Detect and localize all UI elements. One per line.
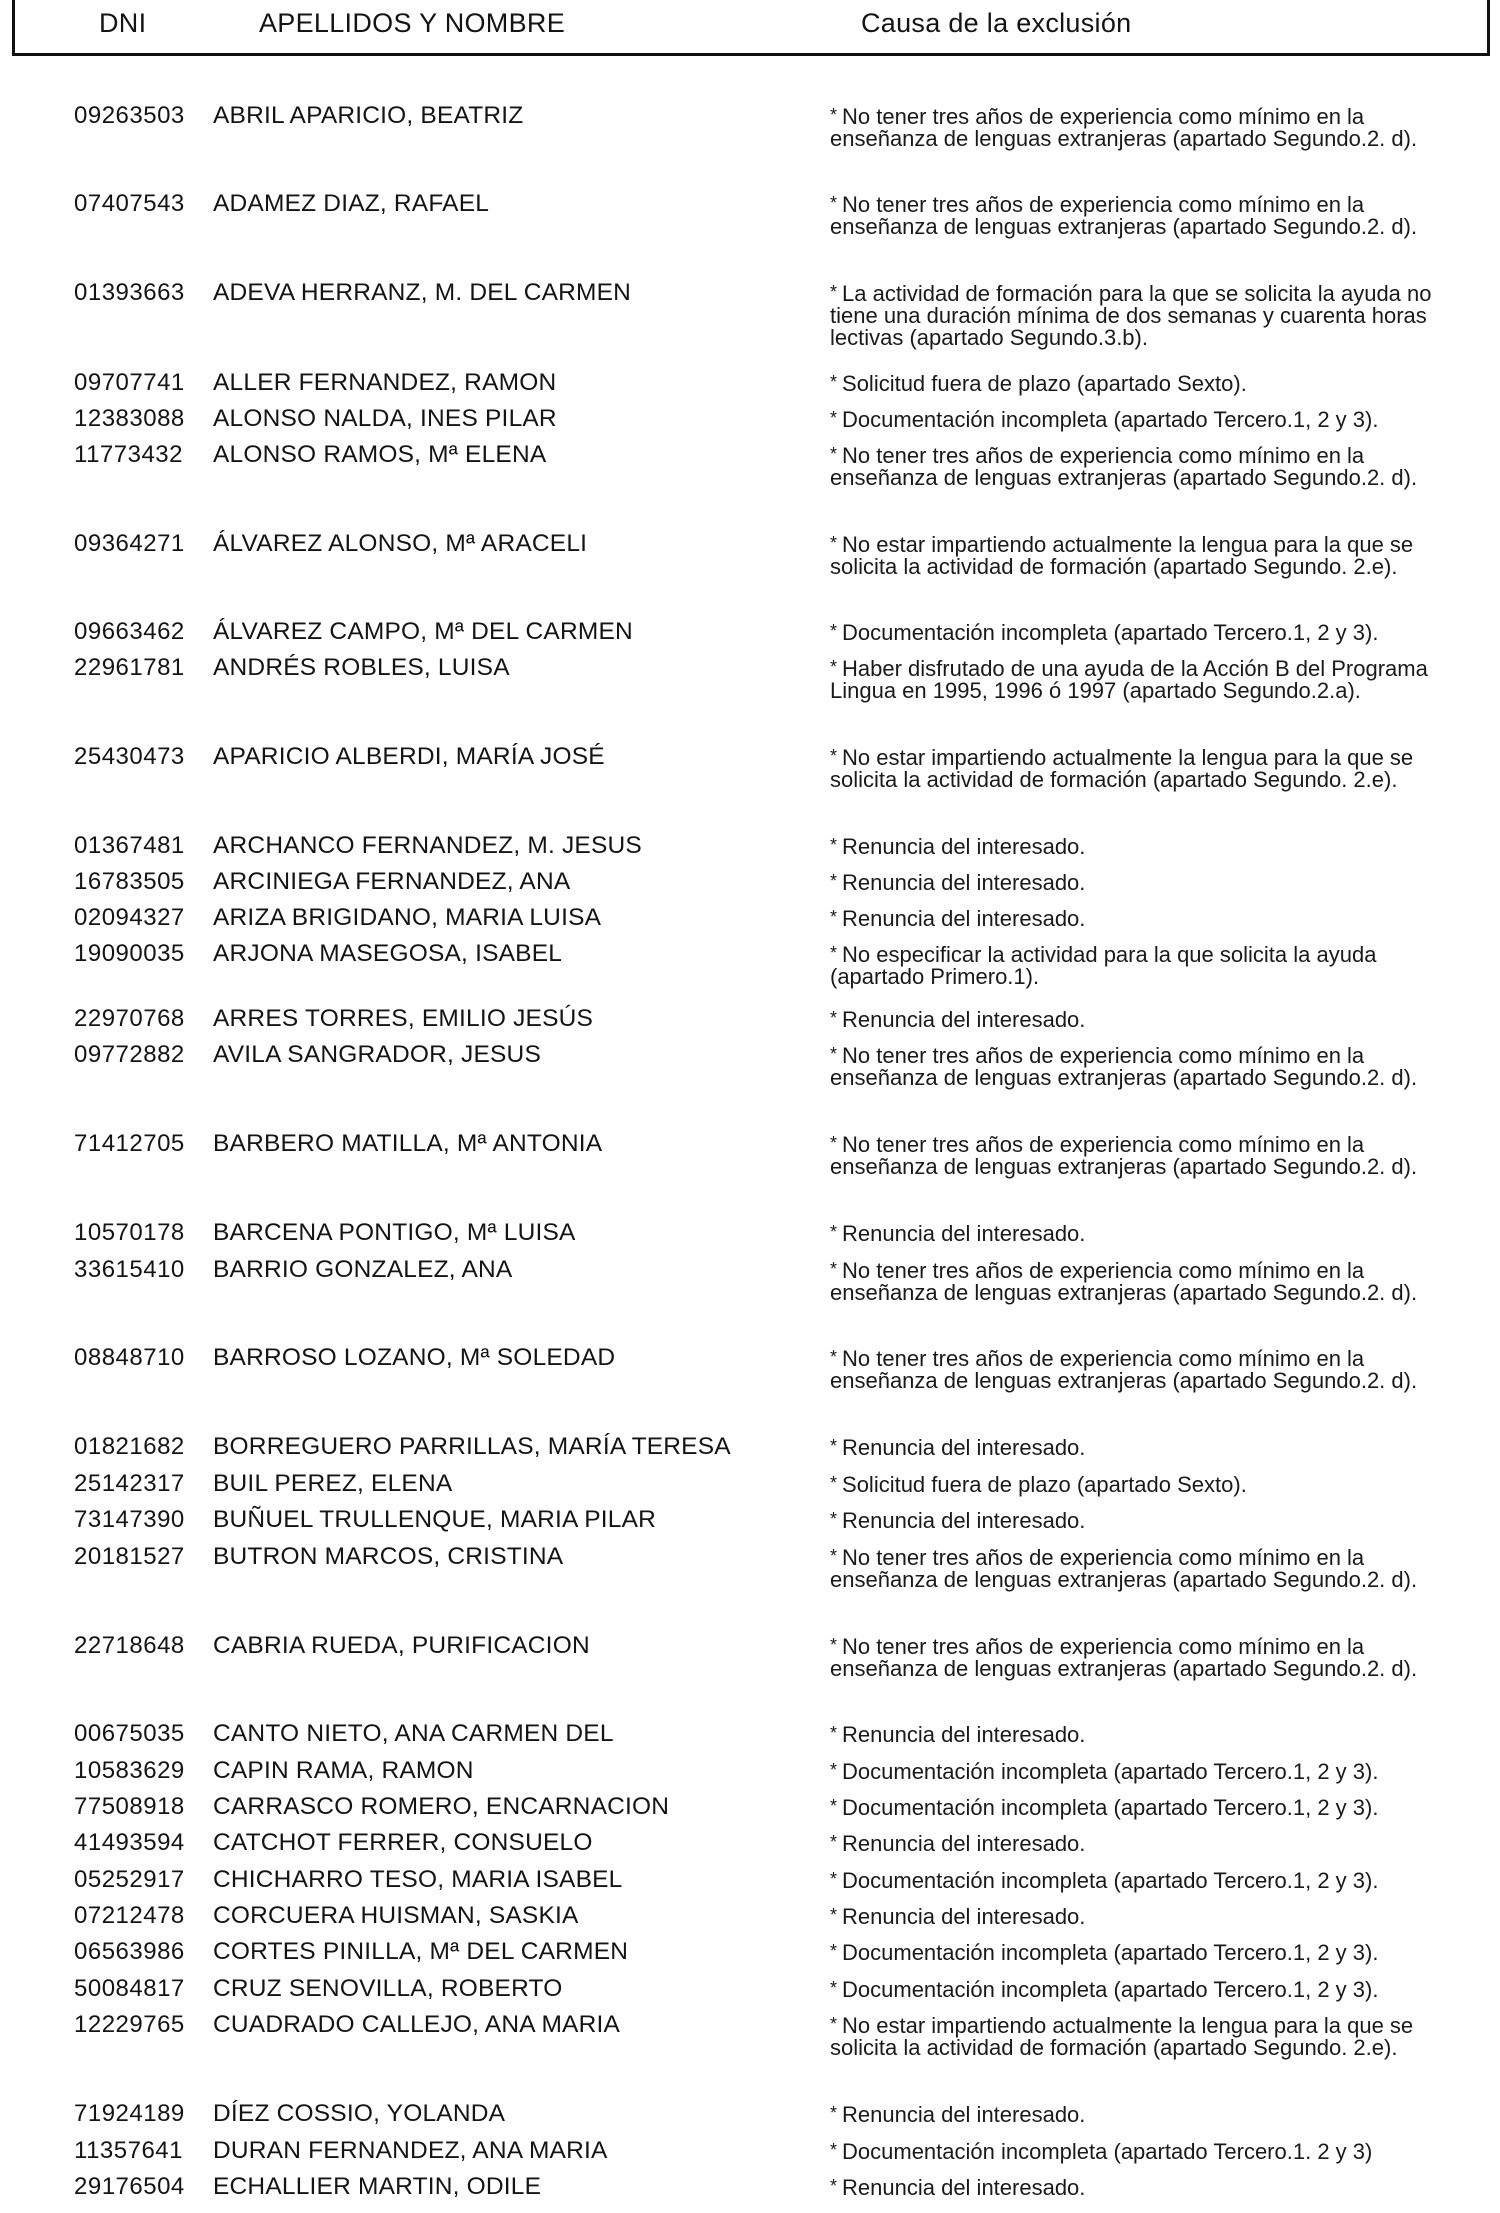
row-cause: * Documentación incompleta (apartado Tercero.1, 2 y 3). [830, 1795, 1475, 1819]
row-dni: 07212478 [74, 1902, 185, 1929]
row-dni: 09663462 [74, 618, 185, 645]
row-dni: 11773432 [74, 441, 183, 468]
row-name: CAPIN RAMA, RAMON [213, 1757, 474, 1784]
row-name: BUIL PEREZ, ELENA [213, 1470, 453, 1497]
row-name: BARCENA PONTIGO, Mª LUISA [213, 1219, 576, 1246]
row-name: ABRIL APARICIO, BEATRIZ [213, 102, 524, 129]
row-dni: 09707741 [74, 369, 185, 396]
row-name: CANTO NIETO, ANA CARMEN DEL [213, 1720, 614, 1747]
row-dni: 01367481 [74, 832, 185, 859]
header-cause: Causa de la exclusión [861, 8, 1132, 38]
row-dni: 71412705 [74, 1130, 185, 1157]
row-cause: * No tener tres años de experiencia como mínimo en la enseñanza de lenguas extranjeras (apartado Segundo.2. d). [830, 1043, 1475, 1089]
row-cause: * Documentación incompleta (apartado Tercero.1, 2 y 3). [830, 407, 1475, 431]
row-name: CABRIA RUEDA, PURIFICACION [213, 1632, 590, 1659]
row-dni: 25430473 [74, 743, 185, 770]
row-name: ÁLVAREZ ALONSO, Mª ARACELI [213, 530, 588, 557]
header-dni: DNI [99, 8, 147, 38]
row-cause: * Renuncia del interesado. [830, 906, 1475, 930]
row-cause: * Renuncia del interesado. [830, 1722, 1475, 1746]
table-header [12, 0, 1490, 56]
row-dni: 77508918 [74, 1793, 185, 1820]
row-cause: * No estar impartiendo actualmente la lengua para la que se solicita la actividad de formación (apartado Segundo. 2.e). [830, 745, 1475, 791]
row-cause: * Documentación incompleta (apartado Tercero.1, 2 y 3). [830, 620, 1475, 644]
row-dni: 09364271 [74, 530, 185, 557]
row-cause: * Renuncia del interesado. [830, 1831, 1475, 1855]
row-dni: 08848710 [74, 1344, 185, 1371]
row-cause: * Solicitud fuera de plazo (apartado Sexto). [830, 371, 1475, 395]
row-dni: 06563986 [74, 1938, 185, 1965]
row-name: BARBERO MATILLA, Mª ANTONIA [213, 1130, 603, 1157]
row-cause: * Renuncia del interesado. [830, 2102, 1475, 2126]
row-dni: 73147390 [74, 1506, 185, 1533]
row-dni: 71924189 [74, 2100, 185, 2127]
row-name: BORREGUERO PARRILLAS, MARÍA TERESA [213, 1433, 731, 1460]
row-name: ALONSO NALDA, INES PILAR [213, 405, 557, 432]
row-name: BUÑUEL TRULLENQUE, MARIA PILAR [213, 1506, 657, 1533]
row-name: ARIZA BRIGIDANO, MARIA LUISA [213, 904, 602, 931]
row-dni: 29176504 [74, 2173, 185, 2200]
row-dni: 41493594 [74, 1829, 185, 1856]
row-cause: * Renuncia del interesado. [830, 1904, 1475, 1928]
row-name: ECHALLIER MARTIN, ODILE [213, 2173, 542, 2200]
row-dni: 16783505 [74, 868, 185, 895]
row-cause: * No tener tres años de experiencia como mínimo en la enseñanza de lenguas extranjeras (apartado Segundo.2. d). [830, 1346, 1475, 1392]
row-name: ADAMEZ DIAZ, RAFAEL [213, 190, 490, 217]
row-dni: 07407543 [74, 190, 185, 217]
row-dni: 50084817 [74, 1975, 185, 2002]
row-cause: * Solicitud fuera de plazo (apartado Sexto). [830, 1472, 1475, 1496]
row-cause: * Haber disfrutado de una ayuda de la Acción B del Programa Lingua en 1995, 1996 ó 1997 (apartado Segundo.2.a). [830, 656, 1475, 702]
row-cause: * Renuncia del interesado. [830, 1221, 1475, 1245]
row-cause: * No estar impartiendo actualmente la lengua para la que se solicita la actividad de formación (apartado Segundo. 2.e). [830, 2013, 1475, 2059]
row-dni: 22970768 [74, 1005, 185, 1032]
row-name: ARJONA MASEGOSA, ISABEL [213, 940, 563, 967]
header-name: APELLIDOS Y NOMBRE [259, 8, 566, 38]
row-cause: * No tener tres años de experiencia como mínimo en la enseñanza de lenguas extranjeras (apartado Segundo.2. d). [830, 1132, 1475, 1178]
row-cause: * No tener tres años de experiencia como mínimo en la enseñanza de lenguas extranjeras (apartado Segundo.2. d). [830, 1634, 1475, 1680]
row-dni: 09263503 [74, 102, 185, 129]
row-name: CORCUERA HUISMAN, SASKIA [213, 1902, 579, 1929]
row-name: ADEVA HERRANZ, M. DEL CARMEN [213, 279, 632, 306]
row-dni: 25142317 [74, 1470, 185, 1497]
row-cause: * No tener tres años de experiencia como mínimo en la enseñanza de lenguas extranjeras (apartado Segundo.2. d). [830, 1545, 1475, 1591]
row-name: CARRASCO ROMERO, ENCARNACION [213, 1793, 670, 1820]
row-name: CORTES PINILLA, Mª DEL CARMEN [213, 1938, 629, 1965]
row-cause: * No estar impartiendo actualmente la lengua para la que se solicita la actividad de formación (apartado Segundo. 2.e). [830, 532, 1475, 578]
row-cause: * Renuncia del interesado. [830, 1508, 1475, 1532]
row-name: CRUZ SENOVILLA, ROBERTO [213, 1975, 563, 2002]
row-dni: 22961781 [74, 654, 185, 681]
row-dni: 19090035 [74, 940, 185, 967]
row-name: AVILA SANGRADOR, JESUS [213, 1041, 541, 1068]
row-cause: * No tener tres años de experiencia como mínimo en la enseñanza de lenguas extranjeras (apartado Segundo.2. d). [830, 104, 1475, 150]
row-cause: * La actividad de formación para la que se solicita la ayuda no tiene una duración mínima de dos semanas y cuarenta horas lectivas (apartado Segundo.3.b). [830, 281, 1475, 349]
row-name: BARROSO LOZANO, Mª SOLEDAD [213, 1344, 616, 1371]
row-cause: * No especificar la actividad para la que solicita la ayuda (apartado Primero.1). [830, 942, 1475, 988]
row-name: DÍEZ COSSIO, YOLANDA [213, 2100, 506, 2127]
row-name: CHICHARRO TESO, MARIA ISABEL [213, 1866, 623, 1893]
row-name: ARCINIEGA FERNANDEZ, ANA [213, 868, 571, 895]
row-name: ALLER FERNANDEZ, RAMON [213, 369, 557, 396]
row-cause: * Documentación incompleta (apartado Tercero.1, 2 y 3). [830, 1868, 1475, 1892]
row-cause: * Renuncia del interesado. [830, 834, 1475, 858]
row-dni: 20181527 [74, 1543, 185, 1570]
row-cause: * Renuncia del interesado. [830, 1435, 1475, 1459]
row-name: BARRIO GONZALEZ, ANA [213, 1256, 513, 1283]
row-cause: * Renuncia del interesado. [830, 870, 1475, 894]
row-dni: 10570178 [74, 1219, 185, 1246]
row-dni: 01821682 [74, 1433, 185, 1460]
row-dni: 00675035 [74, 1720, 185, 1747]
row-dni: 01393663 [74, 279, 185, 306]
row-dni: 12383088 [74, 405, 185, 432]
row-dni: 11357641 [74, 2137, 183, 2164]
row-dni: 05252917 [74, 1866, 185, 1893]
row-name: ARRES TORRES, EMILIO JESÚS [213, 1005, 594, 1032]
row-cause: * Renuncia del interesado. [830, 2175, 1475, 2199]
row-dni: 12229765 [74, 2011, 185, 2038]
row-name: DURAN FERNANDEZ, ANA MARIA [213, 2137, 608, 2164]
row-dni: 22718648 [74, 1632, 185, 1659]
row-name: ÁLVAREZ CAMPO, Mª DEL CARMEN [213, 618, 633, 645]
row-cause: * Documentación incompleta (apartado Tercero.1. 2 y 3) [830, 2139, 1475, 2163]
row-name: ARCHANCO FERNANDEZ, M. JESUS [213, 832, 642, 859]
row-dni: 09772882 [74, 1041, 185, 1068]
row-name: ANDRÉS ROBLES, LUISA [213, 654, 510, 681]
row-cause: * No tener tres años de experiencia como mínimo en la enseñanza de lenguas extranjeras (apartado Segundo.2. d). [830, 443, 1475, 489]
row-cause: * Documentación incompleta (apartado Tercero.1, 2 y 3). [830, 1940, 1475, 1964]
row-name: ALONSO RAMOS, Mª ELENA [213, 441, 547, 468]
row-name: CATCHOT FERRER, CONSUELO [213, 1829, 593, 1856]
row-cause: * Documentación incompleta (apartado Tercero.1, 2 y 3). [830, 1977, 1475, 2001]
row-cause: * Renuncia del interesado. [830, 1007, 1475, 1031]
row-dni: 02094327 [74, 904, 185, 931]
row-dni: 33615410 [74, 1256, 185, 1283]
row-cause: * No tener tres años de experiencia como mínimo en la enseñanza de lenguas extranjeras (apartado Segundo.2. d). [830, 192, 1475, 238]
row-cause: * Documentación incompleta (apartado Tercero.1, 2 y 3). [830, 1759, 1475, 1783]
row-name: APARICIO ALBERDI, MARÍA JOSÉ [213, 743, 605, 770]
row-cause: * No tener tres años de experiencia como mínimo en la enseñanza de lenguas extranjeras (apartado Segundo.2. d). [830, 1258, 1475, 1304]
row-name: CUADRADO CALLEJO, ANA MARIA [213, 2011, 621, 2038]
row-name: BUTRON MARCOS, CRISTINA [213, 1543, 564, 1570]
row-dni: 10583629 [74, 1757, 185, 1784]
